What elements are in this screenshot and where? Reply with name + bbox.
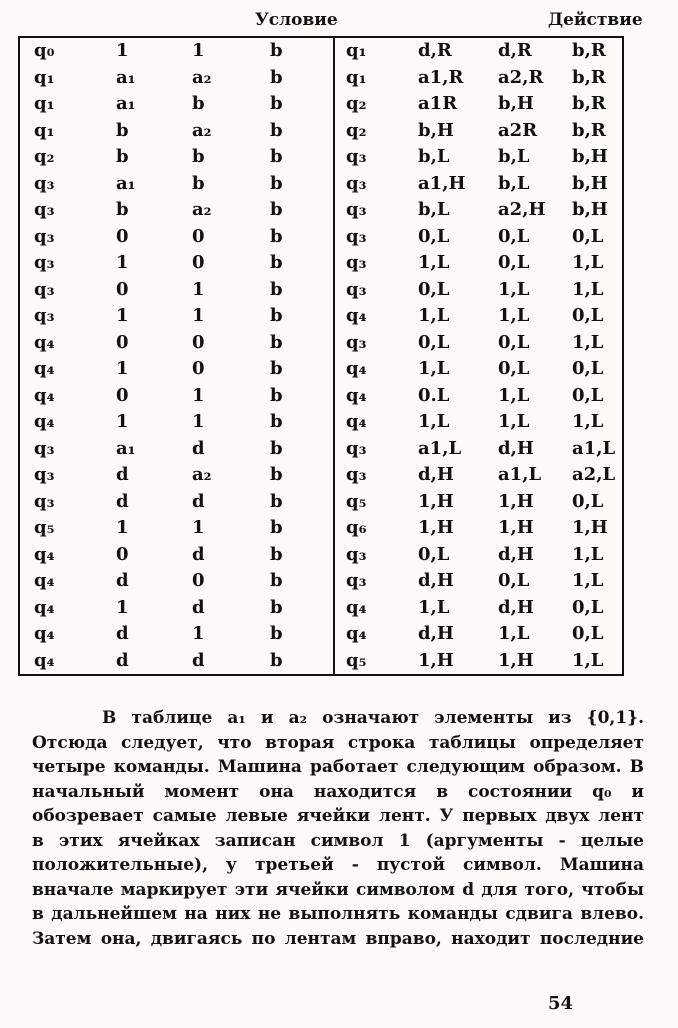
table-cell: d xyxy=(192,437,205,459)
table-cell: a1,L xyxy=(498,464,542,485)
table-cell: q₃ xyxy=(346,172,367,194)
table-cell: b xyxy=(270,649,283,671)
table-cell: a1,L xyxy=(418,437,462,459)
table-row xyxy=(20,65,622,92)
table-cell: q₄ xyxy=(34,384,55,406)
table-cell: d,H xyxy=(418,464,454,485)
table-cell: 1,L xyxy=(498,623,530,644)
table-cell: q₃ xyxy=(34,305,55,326)
table-cell: b,H xyxy=(572,199,608,220)
table-cell: q₀ xyxy=(34,40,55,61)
table-cell: d xyxy=(192,649,205,671)
table-cell: b xyxy=(116,119,129,141)
table-cell: b xyxy=(270,384,283,406)
table-row xyxy=(20,515,622,542)
table-cell: b,L xyxy=(418,146,450,167)
table-cell: 0,L xyxy=(572,623,604,644)
table-row xyxy=(20,250,622,277)
table-cell: a₂ xyxy=(192,66,212,88)
table-cell: d,H xyxy=(418,570,454,591)
table-row xyxy=(20,277,622,304)
table-cell: d xyxy=(116,464,129,485)
transition-table xyxy=(18,36,624,676)
table-row xyxy=(20,118,622,145)
table-cell: 0 xyxy=(116,543,129,565)
table-cell: q₁ xyxy=(34,66,55,88)
table-cell: 1 xyxy=(192,384,205,406)
table-cell: b xyxy=(270,490,283,512)
table-cell: q₄ xyxy=(346,623,367,644)
table-cell: q₄ xyxy=(346,358,367,379)
table-cell: 1,H xyxy=(418,649,454,671)
table-cell: b xyxy=(270,172,283,194)
table-cell: 1,L xyxy=(498,278,530,300)
table-cell: 1,L xyxy=(498,384,530,406)
table-cell: 1 xyxy=(192,305,205,326)
table-cell: b xyxy=(270,305,283,326)
table-cell: b,H xyxy=(498,93,534,114)
table-row xyxy=(20,542,622,569)
table-row xyxy=(20,197,622,224)
table-cell: b,R xyxy=(572,40,606,61)
table-cell: b xyxy=(270,40,283,61)
table-row xyxy=(20,648,622,675)
table-cell: 0 xyxy=(192,570,205,591)
table-cell: 0,L xyxy=(572,225,604,247)
table-cell: a1R xyxy=(418,93,458,114)
table-cell: 1,L xyxy=(418,411,450,432)
table-cell: a1,R xyxy=(418,66,464,88)
table-cell: q₃ xyxy=(346,543,367,565)
table-cell: b xyxy=(270,199,283,220)
table-cell: a1,L xyxy=(572,437,616,459)
table-cell: b xyxy=(270,437,283,459)
table-cell: b,R xyxy=(572,93,606,114)
table-cell: 1,L xyxy=(418,252,450,273)
table-cell: a2,H xyxy=(498,199,546,220)
table-cell: q₄ xyxy=(34,331,55,353)
table-cell: 0 xyxy=(116,331,129,353)
table-cell: d xyxy=(116,623,129,644)
table-cell: 1 xyxy=(192,40,205,61)
table-cell: b,R xyxy=(572,119,606,141)
table-cell: 0 xyxy=(192,358,205,379)
table-cell: q₃ xyxy=(346,199,367,220)
table-cell: q₃ xyxy=(346,437,367,459)
table-cell: 1,L xyxy=(572,570,604,591)
table-cell: q₄ xyxy=(34,570,55,591)
table-cell: q₂ xyxy=(346,93,367,114)
body-paragraph xyxy=(32,706,644,951)
table-cell: d,H xyxy=(418,623,454,644)
table-cell: 1,L xyxy=(572,278,604,300)
paragraph-line: Отсюда следует, что вторая строка таблицы определяет xyxy=(32,732,644,753)
table-row xyxy=(20,595,622,622)
table-cell: 0 xyxy=(192,331,205,353)
paragraph-line: Затем она, двигаясь по лентам вправо, находит последние xyxy=(32,928,644,949)
table-cell: q₃ xyxy=(34,464,55,485)
table-cell: 1,H xyxy=(418,517,454,538)
table-cell: q₃ xyxy=(34,278,55,300)
table-cell: b xyxy=(270,66,283,88)
paragraph-line: начальный момент она находится в состоянии q₀ и xyxy=(32,781,644,802)
table-cell: 0,L xyxy=(572,596,604,618)
table-row xyxy=(20,303,622,330)
table-cell: b xyxy=(192,93,205,114)
table-cell: 1 xyxy=(116,596,129,618)
table-row xyxy=(20,489,622,516)
table-cell: 0,L xyxy=(572,358,604,379)
table-cell: b,H xyxy=(572,146,608,167)
table-cell: q₄ xyxy=(34,649,55,671)
table-cell: b xyxy=(270,358,283,379)
table-cell: d xyxy=(192,543,205,565)
table-cell: 0 xyxy=(192,225,205,247)
table-cell: 1 xyxy=(116,358,129,379)
table-cell: b xyxy=(270,623,283,644)
table-cell: 0 xyxy=(116,225,129,247)
table-row xyxy=(20,224,622,251)
table-cell: 1,L xyxy=(418,596,450,618)
table-cell: 0,L xyxy=(418,278,450,300)
table-cell: 1,H xyxy=(498,649,534,671)
paragraph-line: обозревает самые левые ячейки лент. У первых двух лент xyxy=(32,806,644,826)
table-cell: 1,L xyxy=(572,331,604,353)
table-row xyxy=(20,38,622,65)
table-cell: a1,H xyxy=(418,172,466,194)
table-cell: a₁ xyxy=(116,172,136,194)
table-cell: a₁ xyxy=(116,66,136,88)
table-cell: b,H xyxy=(572,172,608,194)
table-cell: q₁ xyxy=(346,40,367,61)
table-cell: 0 xyxy=(116,384,129,406)
table-row xyxy=(20,621,622,648)
table-cell: q₄ xyxy=(34,358,55,379)
table-row xyxy=(20,356,622,383)
table-cell: 1 xyxy=(192,411,205,432)
table-cell: 1 xyxy=(116,517,129,538)
table-cell: d xyxy=(192,490,205,512)
table-cell: b xyxy=(192,172,205,194)
table-cell: 0 xyxy=(192,252,205,273)
table-cell: 0,L xyxy=(418,331,450,353)
table-cell: 0,L xyxy=(572,384,604,406)
table-cell: q₅ xyxy=(346,490,367,512)
table-cell: q₄ xyxy=(34,543,55,565)
table-cell: b xyxy=(270,119,283,141)
page-number: 54 xyxy=(548,993,574,1014)
table-cell: q₃ xyxy=(346,570,367,591)
table-cell: 0,L xyxy=(498,225,530,247)
table-cell: q₅ xyxy=(346,649,367,671)
table-cell: d,H xyxy=(498,437,534,459)
table-cell: 0.L xyxy=(418,384,450,406)
table-cell: d,H xyxy=(498,596,534,618)
paragraph-line: В таблице a₁ и a₂ означают элементы из {0,1}. xyxy=(102,708,644,728)
table-cell: q₁ xyxy=(34,93,55,114)
table-cell: 1,L xyxy=(418,358,450,379)
table-cell: b xyxy=(270,146,283,167)
table-cell: b xyxy=(116,146,129,167)
table-cell: 1 xyxy=(192,517,205,538)
table-row xyxy=(20,91,622,118)
table-cell: b,H xyxy=(418,119,454,141)
table-cell: q₄ xyxy=(346,411,367,432)
table-row xyxy=(20,409,622,436)
table-cell: a₂ xyxy=(192,119,212,141)
paragraph-line: четыре команды. Машина работает следующим образом. В xyxy=(32,757,644,777)
table-cell: b xyxy=(270,93,283,114)
paragraph-line: вначале маркирует эти ячейки символом d для того, чтобы xyxy=(32,879,644,900)
table-row xyxy=(20,144,622,171)
table-row xyxy=(20,171,622,198)
table-cell: 1,L xyxy=(498,411,530,432)
table-cell: 0,L xyxy=(572,490,604,512)
table-cell: q₄ xyxy=(34,411,55,432)
table-cell: 0,L xyxy=(498,252,530,273)
table-cell: b xyxy=(270,517,283,538)
table-cell: d,R xyxy=(498,40,532,61)
table-cell: a2,R xyxy=(498,66,544,88)
table-cell: a₂ xyxy=(192,464,212,485)
action-header: Действие xyxy=(548,10,643,30)
table-row xyxy=(20,383,622,410)
table-cell: b xyxy=(270,543,283,565)
table-cell: d xyxy=(116,490,129,512)
table-cell: q₃ xyxy=(346,252,367,273)
paragraph-line: в дальнейшем на них не выполнять команды сдвига влево. xyxy=(32,904,644,924)
table-cell: q₃ xyxy=(34,437,55,459)
table-cell: q₄ xyxy=(34,623,55,644)
table-cell: a₁ xyxy=(116,437,136,459)
table-cell: 1,L xyxy=(418,305,450,326)
table-cell: q₃ xyxy=(346,464,367,485)
table-cell: 1 xyxy=(116,40,129,61)
table-cell: 0 xyxy=(116,278,129,300)
table-cell: 0,L xyxy=(498,358,530,379)
table-cell: q₁ xyxy=(34,119,55,141)
table-cell: q₃ xyxy=(346,331,367,353)
table-cell: b,L xyxy=(498,172,530,194)
table-cell: 1,H xyxy=(498,517,534,538)
table-cell: b,R xyxy=(572,66,606,88)
table-cell: b,L xyxy=(498,146,530,167)
table-cell: q₃ xyxy=(34,225,55,247)
table-cell: b xyxy=(270,331,283,353)
table-cell: q₁ xyxy=(346,66,367,88)
table-cell: q₂ xyxy=(346,119,367,141)
table-cell: 0,L xyxy=(418,543,450,565)
table-cell: q₃ xyxy=(346,278,367,300)
table-cell: 1,L xyxy=(572,252,604,273)
table-cell: d xyxy=(192,596,205,618)
table-cell: q₄ xyxy=(346,596,367,618)
table-cell: b xyxy=(270,278,283,300)
table-cell: q₄ xyxy=(346,384,367,406)
table-cell: 1 xyxy=(192,623,205,644)
table-cell: b xyxy=(270,570,283,591)
table-cell: 1,L xyxy=(572,543,604,565)
table-cell: q₆ xyxy=(346,517,367,538)
table-cell: q₃ xyxy=(346,146,367,167)
table-cell: 1,L xyxy=(572,411,604,432)
table-cell: 0,L xyxy=(498,570,530,591)
table-cell: a2R xyxy=(498,119,538,141)
table-row xyxy=(20,462,622,489)
table-cell: 1 xyxy=(116,252,129,273)
table-cell: 1 xyxy=(192,278,205,300)
table-cell: q₃ xyxy=(34,490,55,512)
table-cell: a₂ xyxy=(192,199,212,220)
table-row xyxy=(20,568,622,595)
table-cell: q₃ xyxy=(346,225,367,247)
table-cell: 1 xyxy=(116,411,129,432)
table-cell: 1,L xyxy=(572,649,604,671)
table-cell: 1,H xyxy=(572,517,608,538)
table-cell: b xyxy=(192,146,205,167)
table-cell: 1,H xyxy=(498,490,534,512)
table-cell: a₁ xyxy=(116,93,136,114)
table-cell: q₃ xyxy=(34,252,55,273)
paragraph-line: в этих ячейках записан символ 1 (аргументы - целые xyxy=(32,830,644,851)
table-cell: 1,L xyxy=(498,305,530,326)
table-cell: b xyxy=(270,596,283,618)
table-cell: q₄ xyxy=(34,596,55,618)
table-cell: d xyxy=(116,570,129,591)
table-cell: b xyxy=(270,411,283,432)
table-cell: q₅ xyxy=(34,517,55,538)
table-cell: 0,L xyxy=(498,331,530,353)
table-cell: 0,L xyxy=(572,305,604,326)
table-cell: q₄ xyxy=(346,305,367,326)
table-cell: b xyxy=(270,225,283,247)
table-cell: q₃ xyxy=(34,172,55,194)
table-cell: b xyxy=(270,252,283,273)
table-cell: d,R xyxy=(418,40,452,61)
table-cell: a2,L xyxy=(572,464,616,485)
table-cell: 1 xyxy=(116,305,129,326)
table-row xyxy=(20,436,622,463)
table-cell: q₂ xyxy=(34,146,55,167)
table-cell: b,L xyxy=(418,199,450,220)
table-cell: q₃ xyxy=(34,199,55,220)
table-row xyxy=(20,330,622,357)
table-cell: b xyxy=(116,199,129,220)
table-cell: d,H xyxy=(498,543,534,565)
paragraph-line: положительные), у третьей - пустой символ. Машина xyxy=(32,855,644,875)
table-cell: 1,H xyxy=(418,490,454,512)
condition-header: Условие xyxy=(255,10,338,30)
table-cell: 0,L xyxy=(418,225,450,247)
table-cell: b xyxy=(270,464,283,485)
table-cell: d xyxy=(116,649,129,671)
